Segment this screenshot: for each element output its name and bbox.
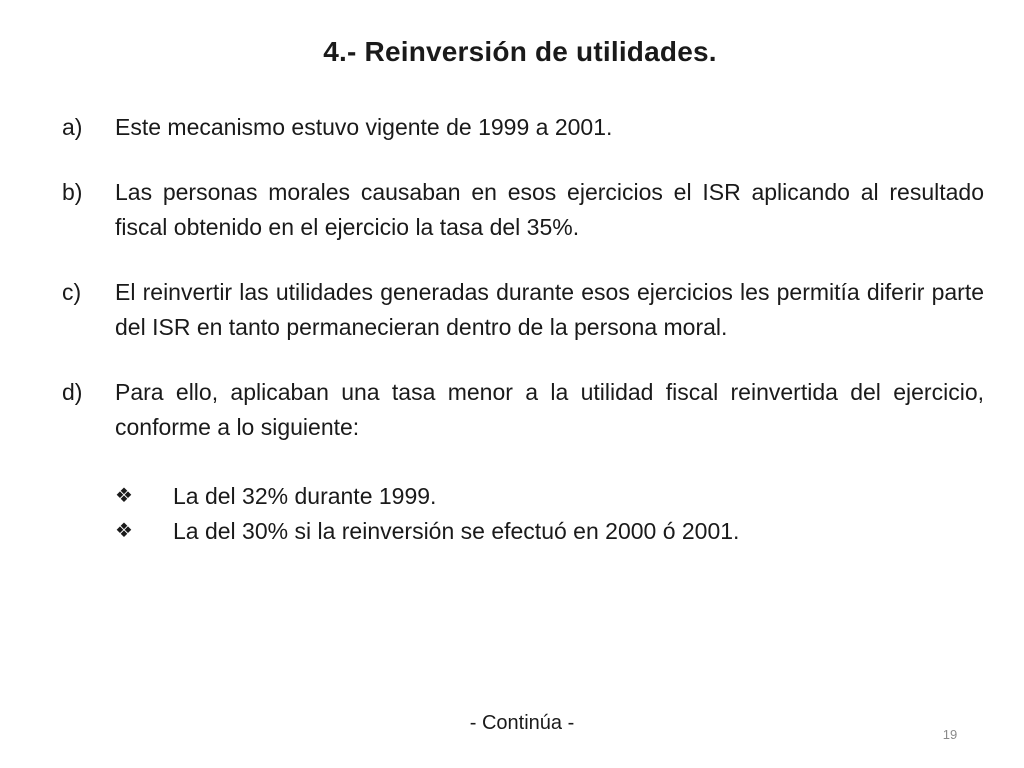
list-item-c [62, 275, 984, 345]
list-item-d [62, 375, 984, 549]
list-marker: d) [62, 379, 83, 405]
continues-label: - Continúa - [469, 712, 575, 734]
list-item-a [62, 110, 984, 145]
sub-list [115, 479, 984, 549]
list-marker: c) [62, 279, 82, 305]
list-item-text: Este mecanismo estuvo vigente de 1999 a 2001. [115, 114, 613, 140]
list-item-text: Las personas morales causaban en esos ejercicios el ISR aplicando al resultado fiscal obtenido en el ejercicio la tasa del 35%. [115, 179, 984, 240]
content-list [62, 110, 984, 579]
sub-list-item [115, 479, 984, 514]
slide-title: 4.- Reinversión de utilidades. [323, 36, 717, 67]
diamond-bullet-icon: ❖ [115, 520, 133, 542]
list-marker: b) [62, 179, 83, 205]
sub-list-item-text: La del 32% durante 1999. [173, 483, 437, 509]
page-number: 19 [942, 727, 958, 742]
list-item-text: El reinvertir las utilidades generadas durante esos ejercicios les permitía diferir parte del ISR en tanto permanecieran dentro de la persona moral. [115, 279, 984, 340]
diamond-bullet-icon: ❖ [115, 485, 133, 507]
list-item-content [115, 375, 984, 549]
list-marker: a) [62, 114, 83, 140]
sub-list-item-text: La del 30% si la reinversión se efectuó en 2000 ó 2001. [173, 518, 740, 544]
sub-list-item [115, 514, 984, 549]
list-item-text: Para ello, aplicaban una tasa menor a la utilidad fiscal reinvertida del ejercicio, conforme a lo siguiente: [115, 379, 984, 440]
list-item-b [62, 175, 984, 245]
